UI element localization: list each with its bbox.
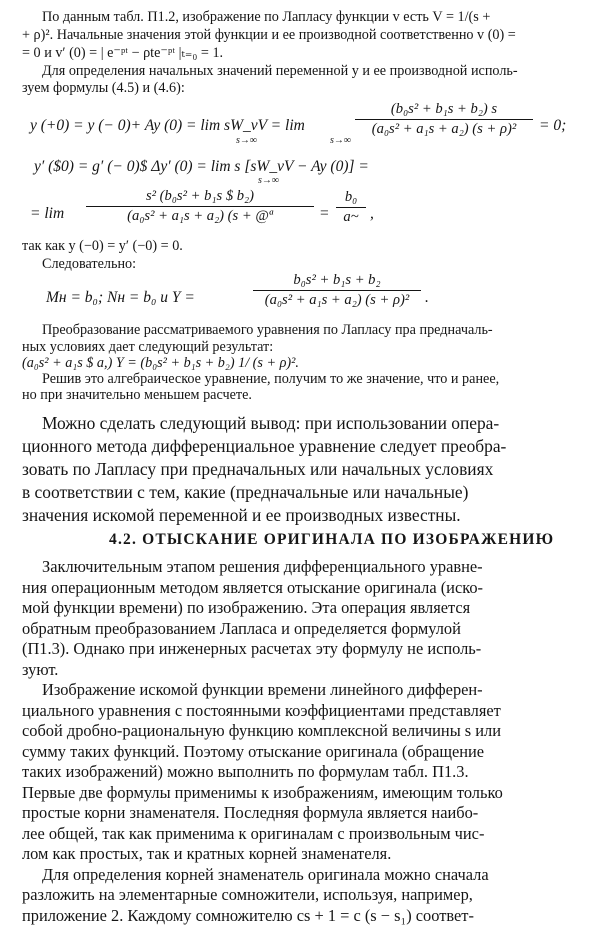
equation-2: y′ ($0) = g′ (− 0)$ Δy′ (0) = lim s [sW_vV − Ay (0)] =	[34, 158, 369, 175]
section-line: лее общей, так как применима к оригиналам с произвольным чис-	[22, 823, 485, 843]
conclusion-line: ционного метода дифференциальное уравнение следует преобра-	[22, 436, 507, 456]
limit-subscript: s→∞	[236, 135, 258, 146]
equation-4-numerator: b₀s² + b₁s + b₂	[253, 272, 421, 291]
conclusion-line: значения искомой переменной и ее производных известны.	[22, 505, 461, 525]
equation-3-lead: = lim	[30, 205, 65, 222]
body-line: (a₀s² + a₁s $ a,) Y = (b₀s² + b₁s + b₂) 1/ (s + ρ)².	[22, 355, 299, 371]
section-heading: 4.2. ОТЫСКАНИЕ ОРИГИНАЛА ПО ИЗОБРАЖЕНИЮ	[109, 531, 555, 548]
equation-4-denominator: (a₀s² + a₁s + a₂) (s + ρ)²	[264, 292, 410, 308]
equation-1-result: = 0;	[539, 117, 567, 134]
conclusion-line: зовать по Лапласу при предначальных или начальных условиях	[22, 459, 494, 479]
equation-4-fraction	[253, 272, 421, 309]
body-line: так как y (−0) = y′ (−0) = 0.	[22, 238, 183, 254]
body-line: Следовательно:	[42, 256, 137, 272]
equation-1-fraction	[355, 101, 533, 138]
section-line: циального уравнения с постоянными коэффициентами представляет	[22, 700, 501, 720]
body-line: Преобразование рассматриваемого уравнения по Лапласу пра предначаль-	[42, 322, 493, 338]
section-line: Изображение искомой функции времени линейного дифферен-	[42, 680, 483, 700]
intro-line: + ρ)². Начальные значения этой функции и ее производной соответственно v (0) =	[22, 27, 516, 43]
conclusion-line: в соответствии с тем, какие (предначальные или начальные)	[22, 482, 469, 502]
section-line: Первые две формулы применимы к изображениям, имеющим только	[22, 782, 503, 802]
equation-3-fraction-2	[336, 189, 366, 226]
limit-subscript: s→∞	[330, 135, 352, 146]
section-line: простые корни знаменателя. Последняя формула является наибо-	[22, 803, 479, 823]
section-line: таких изображений) можно выполнить по формулам табл. П1.3.	[22, 762, 469, 782]
section-line: лом как простых, так и кратных корней знаменателя.	[22, 844, 392, 864]
intro-line: Для определения начальных значений переменной y и ее производной исполь-	[42, 63, 518, 79]
equation-1-left: y (+0) = y (− 0)+ Ay (0) = lim sW_vV = lim	[30, 117, 305, 134]
body-line: но при значительно меньшем расчете.	[22, 387, 252, 403]
intro-line: = 0 и v′ (0) = | e⁻ᵖᵗ − ρte⁻ᵖᵗ |ₜ₌₀ = 1.	[22, 45, 224, 61]
section-line: Заключительным этапом решения дифференциального уравне-	[42, 557, 483, 576]
equation-3-numerator: s² (b₀s² + b₁s $ b₂)	[86, 188, 314, 207]
section-line: обратным преобразованием Лапласа и определяется формулой	[22, 618, 461, 638]
equation-3-numerator-2: b₀	[336, 189, 366, 208]
equation-3-fraction	[86, 188, 314, 225]
equation-3-tail: ,	[370, 205, 374, 222]
body-line: ных условиях дает следующий результат:	[22, 339, 274, 355]
section-line: разложить на элементарные сомножители, используя, например,	[22, 885, 473, 905]
equation-1-denominator: (a₀s² + a₁s + a₂) (s + ρ)²	[371, 121, 517, 137]
section-line: приложение 2. Каждому сомножителю cs + 1 = c (s − s₁) соответ-	[22, 906, 474, 925]
section-line: Для определения корней знаменатель оригинала можно сначала	[42, 864, 489, 884]
conclusion-line: Можно сделать следующий вывод: при использовании опера-	[42, 413, 500, 433]
equation-1-numerator: (b₀s² + b₁s + b₂) s	[355, 101, 533, 120]
section-line: ния операционным методом является отыскание оригинала (иско-	[22, 577, 484, 597]
section-line: сумму таких функций. Поэтому отыскание оригинала (обращение	[22, 741, 485, 761]
equation-3-denominator: (a₀s² + a₁s + a₂) (s + @ª	[127, 208, 273, 224]
section-line: собой дробно-рациональную функцию комплексной величины s или	[22, 721, 502, 741]
book-page: По данным табл. П1.2, изображение по Лапласу функции v есть V = 1/(s + + ρ)². Начальные значения этой функции и ее производной соответственно v (0) = = 0 и v′ (0) = | e⁻ᵖᵗ − ρte⁻ᵖᵗ |ₜ₌₀ = 1. Для определения начальных значений переменной y и ее производной исполь- зуем формулы (4.5) и (4.6): y (+0) = y (− 0)+ Ay (0) = lim sW_vV = lim s→∞ s→∞ $\frac{\text{(b₀s² + b₁s + b₂) s}}{\text{(a₀s² + a₁s + a₂) (s + ρ)²}}$ = 0; y′ ($0) = g′ (− 0)$ Δy′ (0) = lim s [sW_vV − Ay (0)] = s→∞ = lim $\frac{\text{s² (b₀s² + b₁s \$ b₂)}}{\text{(a₀s² + a₁s + a₂) (s + @ª}}$ = $\frac{\text{b₀}}{a\sim}$ , так как y (−0) = y′ (−0) = 0. Следовательно: Mн = b₀; Nн = b₀ и Y = $\frac{\text{b₀s² + b₁s + b₂}}{\text{(a₀s² + a₁s + a₂) (s + ρ)²}}$ . Преобразование рассматриваемого уравнения по Лапласу пра предначаль- ных условиях дает следующий результат: (a₀s² + a₁s $ a,) Y = (b₀s² + b₁s + b₂) 1/ (s + ρ)². Решив это алгебраическое уравнение, получим то же значение, что и ранее, но при значительно меньшем расчете. Можно сделать следующий вывод: при использовании опера- ционного метода дифференциальное уравнение следует преобра- зовать по Лапласу при предначальных или начальных условиях в соответствии с тем, какие (предначальные или начальные) значения искомой переменной и ее производных известны. 4.2. ОТЫСКАНИЕ ОРИГИНАЛА ПО ИЗОБРАЖЕНИЮ Заключительным этапом решения дифференциального уравне- ния операционным методом является отыскание оригинала (иско- мой функции времени) по изображению. Эта операция является обратным преобразованием Лапласа и определяется формулой (П1.3). Однако при инженерных расчетах эту формулу не исполь- зуют. Изображение искомой функции времени линейного дифферен- циального уравнения с постоянными коэффициентами представляет собой дробно-рациональную функцию комплексной величины s или сумму таких функций. Поэтому отыскание оригинала (обращение таких изображений) можно выполнить по формулам табл. П1.3. Первые две формулы применимы к изображениям, имеющим только простые корни знаменателя. Последняя формула является наибо- лее общей, так как применима к оригиналам с произвольным чис- лом как простых, так и кратных корней знаменателя. Для определения корней знаменатель оригинала можно сначала разложить на элементарные сомножители, используя, например, приложение 2. Каждому сомножителю cs + 1 = c (s − s₁) соответ-	[22, 9, 567, 925]
equation-3-denominator-2: a~	[343, 209, 359, 225]
limit-subscript: s→∞	[258, 175, 280, 186]
section-line: (П1.3). Однако при инженерных расчетах эту формулу не исполь-	[22, 639, 482, 659]
body-line: Решив это алгебраическое уравнение, получим то же значение, что и ранее,	[42, 371, 500, 387]
equation-4-tail: .	[425, 289, 429, 306]
intro-line: По данным табл. П1.2, изображение по Лапласу функции v есть V = 1/(s +	[42, 9, 491, 25]
intro-line: зуем формулы (4.5) и (4.6):	[22, 80, 185, 96]
section-line: зуют.	[22, 659, 59, 679]
section-line: мой функции времени) по изображению. Эта операция является	[22, 598, 471, 618]
equation-4-left: Mн = b₀; Nн = b₀ и Y =	[46, 289, 195, 306]
